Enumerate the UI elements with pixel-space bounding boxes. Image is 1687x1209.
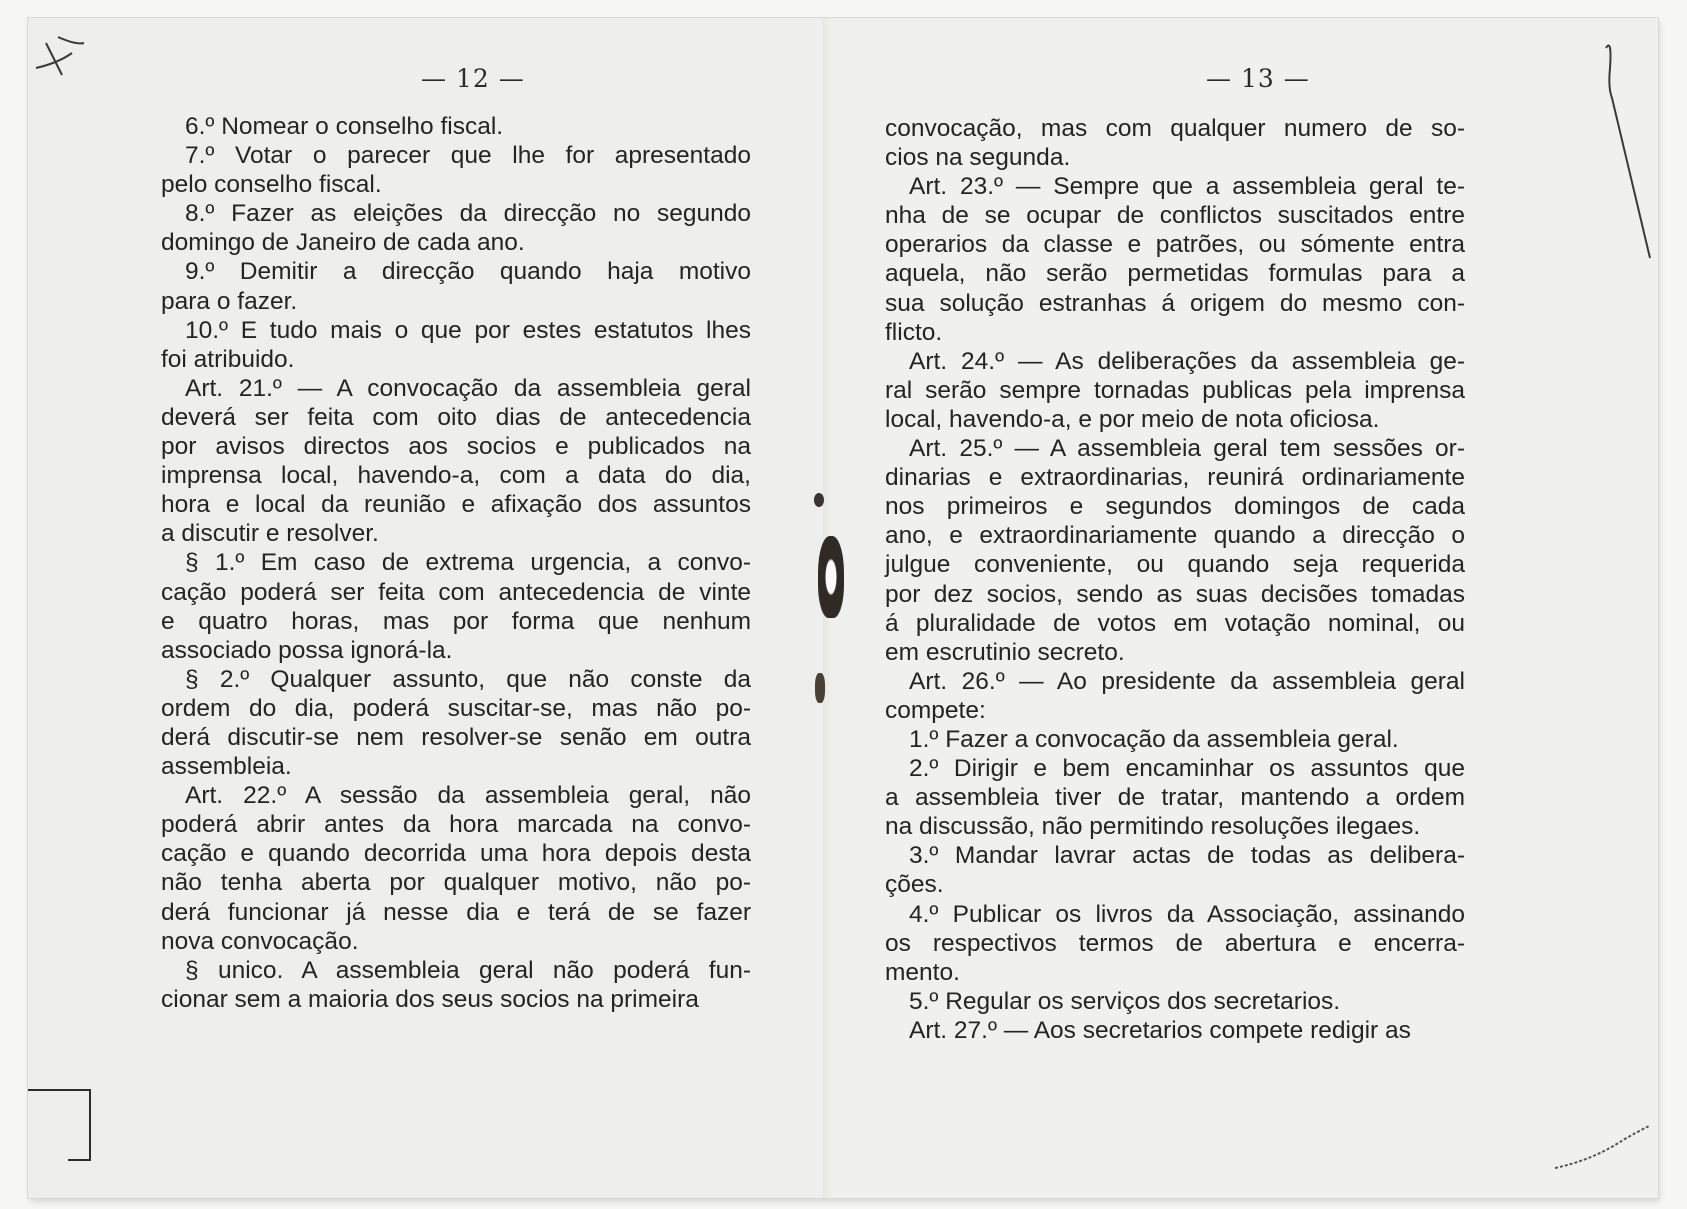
text-line: 4.º Publicar os livros da Associação, assinando xyxy=(909,900,1465,928)
text-line: 9.º Demitir a direcção quando haja motivo xyxy=(185,258,751,286)
text-line: á pluralidade de votos em votação nominal, ou xyxy=(885,609,1465,637)
text-line: § 1.º Em caso de extrema urgencia, a convo- xyxy=(185,549,751,577)
text-line: por avisos directos aos socios e publicados na xyxy=(161,433,751,461)
text-line: para o fazer. xyxy=(161,287,298,315)
text-line: compete: xyxy=(885,696,986,724)
ink-blot-small xyxy=(814,493,824,507)
text-line: Art. 25.º — A assembleia geral tem sessões or- xyxy=(909,435,1465,463)
text-line: nos primeiros e segundos domingos de cada xyxy=(885,493,1465,521)
text-line: dinarias e extraordinarias, reunirá ordinariamente xyxy=(885,464,1465,492)
text-line: 3.º Mandar lavrar actas de todas as delibera- xyxy=(909,842,1465,870)
text-line: na discussão, não permitindo resoluções ilegaes. xyxy=(885,813,1421,841)
text-line: operarios da classe e patrões, ou sómente entra xyxy=(885,231,1465,259)
text-line: cionar sem a maioria dos seus socios na primeira xyxy=(161,985,699,1013)
text-line: cios na segunda. xyxy=(885,144,1071,172)
ink-blot-lower xyxy=(815,673,825,703)
text-line: nova convocação. xyxy=(161,927,359,955)
text-line: em escrutinio secreto. xyxy=(885,638,1125,666)
text-line: ções. xyxy=(885,871,944,899)
text-line: ral serão sempre tornadas publicas pela imprensa xyxy=(885,376,1465,404)
text-line: pelo conselho fiscal. xyxy=(161,171,382,199)
text-line: e quatro horas, mas por forma que nenhum xyxy=(161,607,751,635)
text-line: § 2.º Qualquer assunto, que não conste da xyxy=(185,665,751,693)
text-line: 5.º Regular os serviços dos secretarios. xyxy=(909,987,1341,1015)
text-line: assembleia. xyxy=(161,753,292,781)
text-line: julgue conveniente, ou quando seja requerida xyxy=(885,551,1465,579)
text-line: Art. 27.º — Aos secretarios compete redigir as xyxy=(909,1016,1411,1044)
text-line: por dez socios, sendo as suas decisões tomadas xyxy=(885,580,1465,608)
bracket-mark-icon xyxy=(28,1078,128,1188)
text-line: Art. 26.º — Ao presidente da assembleia geral xyxy=(909,667,1465,695)
text-line: 2.º Dirigir e bem encaminhar os assuntos que xyxy=(909,755,1465,783)
text-line: 7.º Votar o parecer que lhe for apresentado xyxy=(185,142,751,170)
text-line: cação e quando decorrida uma hora depois desta xyxy=(161,840,751,868)
right-page xyxy=(833,18,1658,1198)
text-line: Art. 22.º A sessão da assembleia geral, não xyxy=(185,782,751,810)
text-line: local, havendo-a, e por meio de nota oficiosa. xyxy=(885,405,1380,433)
text-line: flicto. xyxy=(885,318,943,346)
text-line: os respectivos termos de abertura e encerra- xyxy=(885,929,1465,957)
left-page xyxy=(28,18,833,1198)
right-page-text xyxy=(885,114,1465,1045)
scribble-mark-icon xyxy=(1553,1118,1653,1178)
text-line: foi atribuido. xyxy=(161,345,295,373)
text-line: 10.º E tudo mais o que por estes estatutos lhes xyxy=(185,316,751,344)
text-line: Art. 24.º — As deliberações da assembleia ge- xyxy=(909,347,1465,375)
text-line: 8.º Fazer as eleições da direcção no segundo xyxy=(185,200,751,228)
text-line: domingo de Janeiro de cada ano. xyxy=(161,229,525,257)
text-line: deverá ser feita com oito dias de antecedencia xyxy=(161,403,751,431)
text-line: imprensa local, havendo-a, com a data do dia, xyxy=(161,462,751,490)
text-line: aquela, não serão permetidas formulas para a xyxy=(885,260,1465,288)
text-line: mento. xyxy=(885,958,960,986)
text-line: derá funcionar já nesse dia e terá de se fazer xyxy=(161,898,751,926)
corner-pen-mark-icon xyxy=(28,23,98,93)
text-line: nha de se ocupar de conflictos suscitados entre xyxy=(885,202,1465,230)
text-line: a discutir e resolver. xyxy=(161,520,379,548)
text-line: convocação, mas com qualquer numero de so- xyxy=(885,115,1465,142)
text-line: derá discutir-se nem resolver-se senão em outra xyxy=(161,723,751,751)
text-line: § unico. A assembleia geral não poderá fun- xyxy=(185,956,751,984)
text-line: ordem do dia, poderá suscitar-se, mas não po- xyxy=(161,694,751,722)
text-line: Art. 23.º — Sempre que a assembleia geral te- xyxy=(909,173,1465,201)
text-line: hora e local da reunião e afixação dos assuntos xyxy=(161,491,751,519)
text-line: Art. 21.º — A convocação da assembleia geral xyxy=(185,374,751,402)
text-line: a assembleia tiver de tratar, mantendo a ordem xyxy=(885,784,1465,812)
text-line: cação poderá ser feita com antecedencia de vinte xyxy=(161,578,751,606)
text-line: sua solução estranhas á origem do mesmo con- xyxy=(885,289,1465,317)
margin-pen-mark-icon xyxy=(1598,28,1658,268)
left-page-number: — 12 — xyxy=(421,64,525,93)
text-line: ano, e extraordinariamente quando a direcção o xyxy=(885,522,1465,550)
text-line: associado possa ignorá-la. xyxy=(161,636,453,664)
text-line: não tenha aberta por qualquer motivo, não po- xyxy=(161,869,751,897)
right-page-number: — 13 — xyxy=(1206,64,1310,93)
text-line: poderá abrir antes da hora marcada na convo- xyxy=(161,811,751,839)
text-line: 1.º Fazer a convocação da assembleia geral. xyxy=(909,725,1399,753)
text-line: 6.º Nomear o conselho fiscal. xyxy=(185,113,504,140)
ink-blot xyxy=(818,536,844,618)
left-page-text xyxy=(161,112,751,1014)
open-booklet xyxy=(28,18,1658,1198)
